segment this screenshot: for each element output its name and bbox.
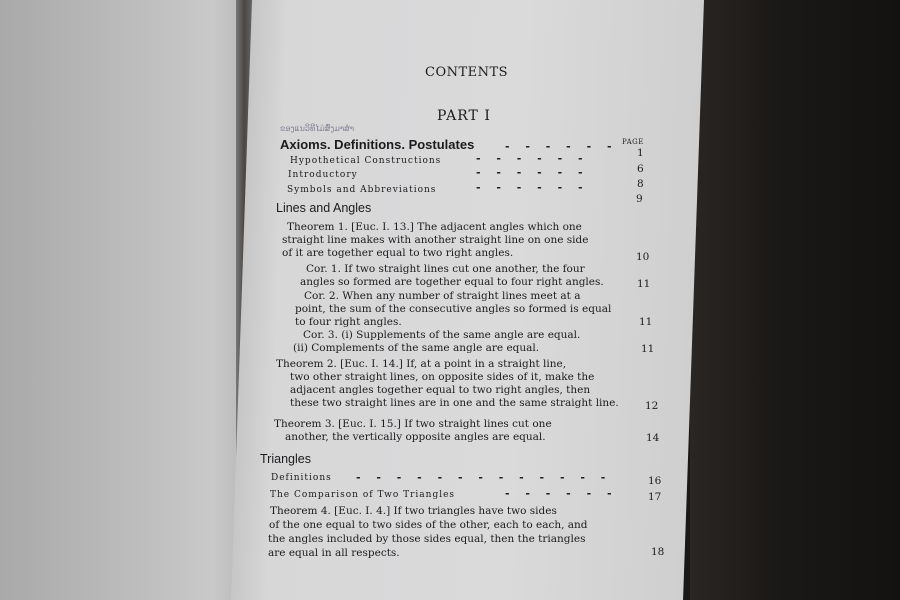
toc-entry-hypothetical[interactable]: Hypothetical Constructions (290, 156, 442, 166)
page-number: 11 (639, 316, 653, 328)
page-column-header: PAGE (622, 138, 644, 146)
handwritten-note: ຂອງແນວິທີໄມ່ສົ່ງມາສຳ (280, 124, 355, 133)
theorem-3-line-2: another, the vertically opposite angles are equal. (285, 431, 546, 443)
toc-entry-axioms[interactable]: Axioms. Definitions. Postulates (280, 137, 475, 152)
leader-dots: - - - - - - - - - - - - - (356, 471, 612, 484)
page-number: 16 (648, 475, 662, 487)
page-number: 11 (637, 278, 651, 290)
cor-1-line-2: angles so formed are together equal to four right angles. (300, 276, 604, 288)
left-page (0, 0, 250, 600)
leader-dots: - - - - - - (476, 166, 589, 179)
page-number: 12 (645, 400, 659, 412)
page-number: 14 (646, 432, 660, 444)
theorem-2-line-4: these two straight lines are in one and the same straight line. (290, 397, 619, 409)
toc-entry-symbols[interactable]: Symbols and Abbreviations (287, 185, 437, 195)
theorem-2-line-2: two other straight lines, on opposite sides of it, make the (290, 371, 595, 383)
toc-entry-definitions[interactable]: Definitions (271, 473, 332, 483)
theorem-2-line-3: adjacent angles together equal to two right angles, then (290, 384, 591, 396)
cor-2-line-2: point, the sum of the consecutive angles so formed is equal (295, 303, 612, 315)
theorem-1-line-3: of it are together equal to two right angles. (282, 247, 514, 259)
theorem-2-line-1[interactable]: Theorem 2. [Euc. I. 14.] If, at a point in a straight line, (276, 358, 567, 370)
theorem-4-line-4: are equal in all respects. (268, 547, 400, 559)
theorem-4-line-1[interactable]: Theorem 4. [Euc. I. 4.] If two triangles have two sides (270, 505, 557, 517)
page-number: 18 (651, 546, 665, 558)
toc-entry-introductory[interactable]: Introductory (288, 170, 358, 180)
theorem-4-line-3: the angles included by those sides equal, then the triangles (268, 533, 586, 545)
cor-1-line-1[interactable]: Cor. 1. If two straight lines cut one another, the four (306, 263, 585, 275)
theorem-4-line-2: of the one equal to two sides of the other, each to each, and (269, 519, 588, 531)
contents-title: CONTENTS (425, 65, 509, 80)
leader-dots: - - - - - - (505, 487, 618, 500)
leader-dots: - - - - - - (476, 152, 589, 165)
leader-dots: - - - - - - (476, 181, 589, 194)
page-number: 11 (641, 343, 655, 355)
leader-dots: - - - - - - (505, 140, 618, 153)
theorem-1-line-2: straight line makes with another straight line on one side (282, 234, 589, 246)
toc-entry-comparison[interactable]: The Comparison of Two Triangles (270, 490, 456, 500)
cor-2-line-1[interactable]: Cor. 2. When any number of straight lines meet at a (304, 290, 581, 302)
cor-2-line-3: to four right angles. (295, 316, 402, 328)
cor-3-line-1[interactable]: Cor. 3. (i) Supplements of the same angle are equal. (303, 329, 581, 341)
page-number: 6 (637, 163, 644, 175)
section-heading-lines-angles: Lines and Angles (276, 201, 372, 215)
theorem-3-line-1[interactable]: Theorem 3. [Euc. I. 15.] If two straight lines cut one (274, 418, 552, 430)
page-number: 10 (636, 251, 650, 263)
background-table (690, 0, 900, 600)
page-number: 17 (648, 491, 662, 503)
page-number: 8 (637, 178, 644, 190)
theorem-1-line-1[interactable]: Theorem 1. [Euc. I. 13.] The adjacent angles which one (287, 221, 582, 233)
section-heading-triangles: Triangles (260, 452, 311, 466)
page-number: 9 (636, 193, 643, 205)
cor-3-line-2: (ii) Complements of the same angle are equal. (293, 342, 540, 354)
part-title: PART I (437, 108, 491, 124)
page-number: 1 (637, 147, 644, 159)
